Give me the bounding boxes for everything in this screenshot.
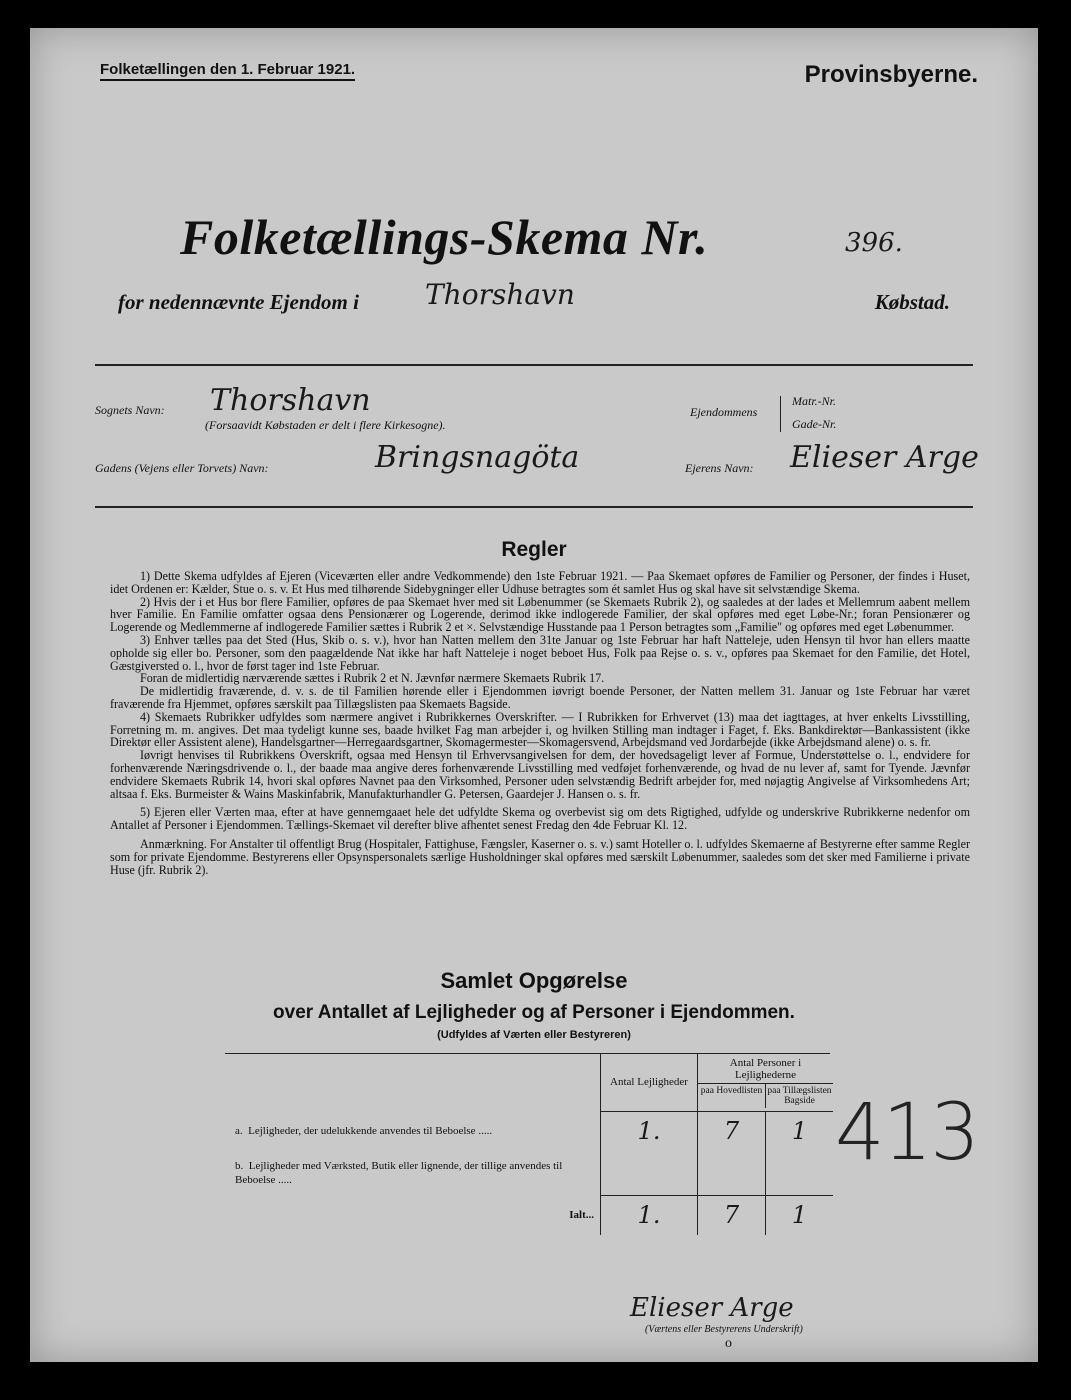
regler-body bbox=[110, 570, 970, 876]
regler-title: Regler bbox=[501, 538, 567, 561]
census-form-page bbox=[30, 28, 1038, 1362]
census-header-date: Folketællingen den 1. Februar 1921. bbox=[100, 61, 355, 81]
table-row bbox=[225, 1151, 833, 1195]
row-a-antal: 1. bbox=[601, 1111, 698, 1151]
row-a-tillaeg: 1 bbox=[766, 1111, 834, 1151]
regler-paragraph: 4) Skemaets Rubrikker udfyldes som nærmere angivet i Rubrikkernes Overskrifter. — I Rubrikken for Erhvervet (13) maa det iagttages, at hver enkelts Livsstilling, Forretning m. m. angives. Det maa tydeligt kunne ses, baade hvilket Fag man arbejder i, og hvilken Stilling man indtager i Faget, f. Eks. Bankdirektør—Bankassistent (ikke Direktør eller Assistent alene), Handelsgartner—Herregaardsgartner, Skomagermester—Skomagersvend, Arbejdsmand ved Jordarbejde (ikke Arbejdsmand alene) o. s. fr. bbox=[110, 709, 970, 750]
samlet-title: Samlet Opgørelse bbox=[440, 968, 628, 993]
col-tillaeg-header: paa Tillægslisten Bagside bbox=[765, 1084, 833, 1108]
regler-paragraph: Anmærkning. For Anstalter til offentligt Brug (Hospitaler, Fattighuse, Fængsler, Kaserner o. s. v.) samt Hoteller o. l. udfyldes Skemaerne af Bestyrerne efter samme Regler som for private Ejendomme. Bestyrerens eller Opsynspersonalets særlige Husholdninger skal opføres med særskilt Løbenummer, saaledes som det sker med Familierne i private Huse (jfr. Rubrik 2). bbox=[110, 836, 970, 877]
divider-top bbox=[95, 364, 973, 366]
margin-figure-handwritten: 413 bbox=[835, 1088, 978, 1178]
row-ialt-label: Ialt... bbox=[569, 1209, 594, 1221]
gade-navn-value-handwritten: Bringsnagöta bbox=[375, 440, 580, 475]
summary-table bbox=[225, 1053, 833, 1235]
form-subtitle: for nedennævnte Ejendom i bbox=[118, 290, 359, 314]
ejendom-brace bbox=[780, 396, 781, 432]
row-a-hoved: 7 bbox=[698, 1111, 766, 1151]
signature-mark: o bbox=[725, 1336, 732, 1351]
samlet-subtitle: over Antallet af Lejligheder og af Personer i Ejendommen. bbox=[273, 1002, 795, 1023]
row-a-label: a. bbox=[235, 1125, 243, 1137]
subtitle-place-handwritten: Thorshavn bbox=[425, 278, 575, 311]
regler-paragraph: 2) Hvis der i et Hus bor flere Familier, opføres de paa Skemaet hver med sit Løbenummer (se Skemaets Rubrik 2), og saaledes at der lades et Mellemrum aabent mellem hver Familie. En Familie omfatter ogsaa dens Pensionærer og Logerende, derimod ikke indlogerede Familier, der skal opføres med eget Løbe-Nr.; foran Pensionærer og Logerende og Medlemmerne af indlogerede Familier sættes i Rubrik 2 et ×. Selvstændige Husstande paa 1 Person betragtes som „Familie" og opføres med eget Løbenummer. bbox=[110, 594, 970, 635]
regler-paragraph: Foran de midlertidig nærværende sættes i Rubrik 2 et N. Jævnfør nærmere Skemaets Rubrik 17. bbox=[140, 671, 605, 686]
row-ialt-antal: 1. bbox=[601, 1195, 698, 1235]
col-hoved-header: paa Hovedlisten bbox=[700, 1086, 763, 1097]
row-b-label: b. bbox=[235, 1160, 244, 1172]
ejendom-label: Ejendommens bbox=[690, 405, 758, 419]
regler-paragraph: 1) Dette Skema udfyldes af Ejeren (Viceværten eller andre Vedkommende) den 1ste Februar 1921. — Paa Skemaet opføres de Familier og Personer, der findes i Huset, idet Ordenen er: Kælder, Stue o. s. v. Et Hus med tilhørende Sidebygninger eller Udhuse betragtes som ét samlet Hus og skal have sit selvstændige Skema. bbox=[110, 569, 970, 596]
sogn-note: (Forsaavidt Købstaden er delt i flere Kirkesogne). bbox=[205, 418, 446, 432]
divider-middle bbox=[95, 506, 973, 508]
regler-paragraph: De midlertidig fraværende, d. v. s. de til Familien hørende eller i Ejendommen iøvrigt boende Personer, der Natten mellem 31. Januar og 1ste Februar har været fraværende fra Hjemmet, opføres særskilt paa Tillægslisten paa Skemaets Bagside. bbox=[110, 684, 970, 711]
signature-handwritten: Elieser Arge bbox=[630, 1293, 794, 1323]
row-b-text: Lejligheder med Værksted, Butik eller lignende, der tillige anvendes til Beboelse ..... bbox=[235, 1160, 563, 1186]
census-header-region: Provinsbyerne. bbox=[804, 61, 978, 88]
regler-paragraph: Iøvrigt henvises til Rubrikkens Overskrift, ogsaa med Hensyn til Erhvervsangivelsen for dem, der hovedsageligt lever af Formue, Understøttelse o. l., endvidere for forhenværende Næringsdrivende o. l., der baade maa angive deres forhenværende Livsstilling med vedføjet forhenværende, og hvad de nu lever af, samt for Tyende. Jævnfør endvidere Skemaets Rubrik 14, hvori skal opføres Navnet paa den Virksomhed, Personer uden selvstændig Bedrift arbejder for, med nøjagtig Angivelse af Virksomhedens Art; altsaa f. Eks. Burmeister & Wains Maskinfabrik, Manufakturhandler G. Petersen, Gaardejer J. Hansen o. s. fr. bbox=[110, 748, 970, 801]
form-title: Folketællings-Skema Nr. bbox=[180, 209, 709, 265]
signature-caption: (Værtens eller Bestyrerens Underskrift) bbox=[645, 1324, 803, 1335]
col-personer-header: Antal Personer i Lejlighederne bbox=[698, 1055, 833, 1084]
ejer-label: Ejerens Navn: bbox=[685, 461, 754, 475]
subtitle-suffix: Købstad. bbox=[874, 290, 950, 314]
regler-paragraph: 3) Enhver tælles paa det Sted (Hus, Skib o. s. v.), hvor han Natten mellem den 31te Januar og 1ste Februar har haft Natteleje, uden Hensyn til hvor han ellers maatte opholde sig eller bo. Personer, som den paagældende Nat ikke har haft Natteleje i noget beboet Hus, Folk paa Rejse o. s. v., opføres paa Skemaet for den Familie, det Hotel, Gæstgiversted o. l., hvor de først tager ind 1ste Februar. bbox=[110, 632, 970, 673]
ejer-value-handwritten: Elieser Arge bbox=[790, 440, 979, 475]
gade-nr-label: Gade-Nr. bbox=[792, 417, 837, 431]
sogn-value-handwritten: Thorshavn bbox=[210, 383, 371, 418]
row-ialt-hoved: 7 bbox=[698, 1195, 766, 1235]
table-row bbox=[225, 1111, 833, 1151]
row-a-text: Lejligheder, der udelukkende anvendes til Beboelse ..... bbox=[248, 1125, 493, 1137]
matr-label: Matr.-Nr. bbox=[792, 394, 837, 408]
regler-paragraph: 5) Ejeren eller Værten maa, efter at have gennemgaaet hele det udfyldte Skema og overbevist sig om dets Rigtighed, udfylde og underskrive Rubrikkerne nedenfor om Antallet af Personer i Ejendommen. Tællings-Skemaet vil derefter blive afhentet senest Fredag den 4de Februar Kl. 12. bbox=[110, 805, 970, 833]
col-antal-header: Antal Lejligheder bbox=[601, 1053, 698, 1111]
samlet-note: (Udfyldes af Værten eller Bestyreren) bbox=[437, 1029, 631, 1041]
table-row bbox=[225, 1195, 833, 1235]
sogn-label: Sognets Navn: bbox=[95, 403, 165, 417]
row-ialt-tillaeg: 1 bbox=[766, 1195, 834, 1235]
gade-navn-label: Gadens (Vejens eller Torvets) Navn: bbox=[95, 461, 269, 475]
col-personer-group bbox=[698, 1053, 834, 1111]
form-number-handwritten: 396. bbox=[845, 228, 903, 258]
